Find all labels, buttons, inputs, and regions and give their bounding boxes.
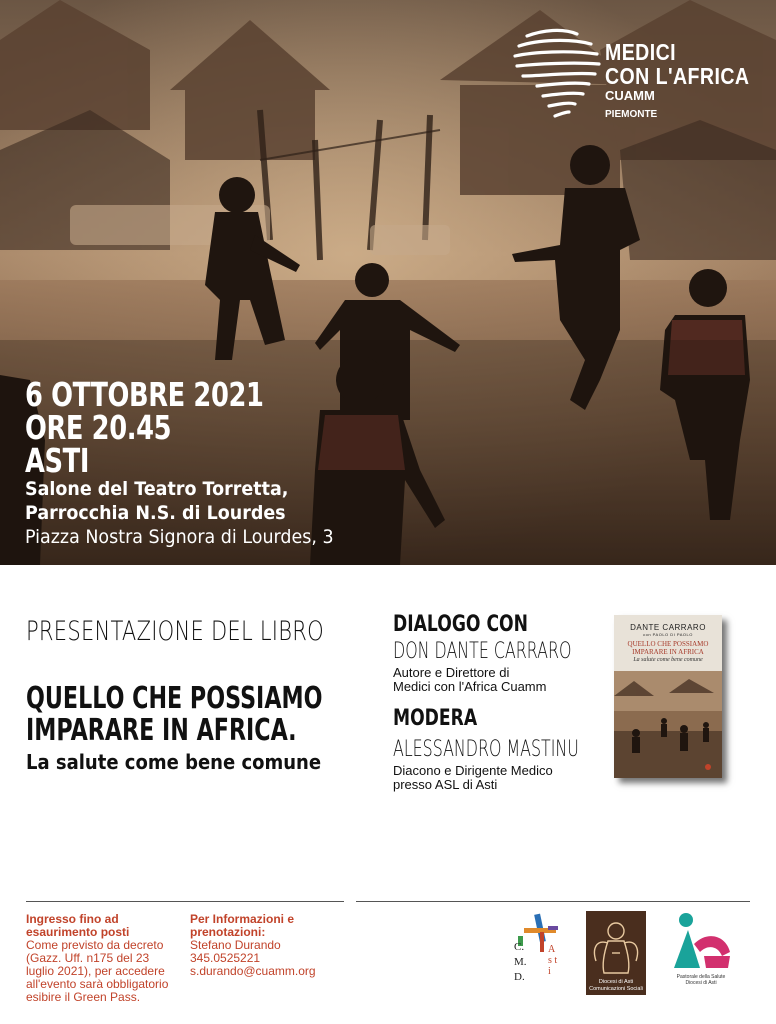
footer-divider-right [356,901,750,902]
book-subtitle: La salute come bene comune [26,750,322,774]
dialogo-role-1: Autore e Direttore di [393,665,510,680]
cuamm-logo [513,26,763,126]
pastorale-text-2: Diocesi di Asti [685,980,717,986]
entry-info [26,913,168,1004]
contact-info [190,913,316,978]
entry-title-1: Ingresso fino ad [26,912,119,926]
event-parish: Parrocchia N.S. di Lourdes [25,502,286,524]
diocesi-text-1: Diocesi di Asti [598,979,634,985]
logo-text [605,40,775,126]
book-cover-coauthor: con PAOLO DI PAOLO [643,632,693,637]
logo-line-piemonte: PIEMONTE [605,109,658,120]
dialogo-name: DON DANTE CARRARO [393,639,572,664]
entry-line-1: Come previsto da decreto [26,938,164,952]
diocesi-text-2: Comunicazioni Sociali [589,985,643,992]
entry-line-4: all'evento sarà obbligatorio [26,977,169,991]
book-cover-author: DANTE CARRARO [630,623,706,632]
credits [393,612,651,792]
footer-divider-left [26,901,344,902]
logo-line-medici: MEDICI [605,39,676,65]
modera-name: ALESSANDRO MASTINU [393,737,579,762]
diocesi-asti-logo [586,911,646,995]
africa-map-icon [513,26,601,122]
diocesi-text [586,979,646,992]
pastorale-text [664,974,738,986]
cmd-letter-m: M. [514,956,527,968]
entry-title-2: esaurimento posti [26,925,130,939]
book-title-line1: QUELLO CHE POSSIAMO [26,681,323,716]
event-details [25,375,360,549]
angel-figure-icon [586,913,646,979]
entry-line-3: luglio 2021), per accedere [26,964,165,978]
pastorale-figure-icon [664,910,738,974]
cmd-side-text: A s t i [548,944,558,977]
pastorale-salute-logo [664,910,738,990]
cmd-letter-c: C. [514,941,525,953]
logo-line-con-lafrica: CON L'AFRICA [605,63,750,89]
contact-name: Stefano Durando [190,938,281,952]
cmd-asti-logo [510,910,570,990]
entry-line-5: esibire il Green Pass. [26,990,141,1004]
book-cover-subtitle: La salute come bene comune [633,657,703,663]
contact-email[interactable]: s.durando@cuamm.org [190,964,316,978]
event-time: ORE 20.45 [25,408,172,447]
modera-role-2: presso ASL di Asti [393,777,498,792]
book-cover [614,615,722,778]
book-cover-header [614,615,722,671]
presentation-heading: PRESENTAZIONE DEL LIBRO [26,616,324,647]
contact-phone: 345.0525221 [190,951,261,965]
book-title-line2: IMPARARE IN AFRICA. [26,713,297,748]
entry-line-2: (Gazz. Uff. n175 del 23 [26,951,150,965]
info-title-2: prenotazioni: [190,925,266,939]
book-cover-title-2: IMPARARE IN AFRICA [632,648,704,656]
event-date: 6 OTTOBRE 2021 [25,375,264,414]
book-cover-photo [614,671,722,778]
event-address: Piazza Nostra Signora di Lourdes, 3 [25,526,334,548]
book-cover-title-1: QUELLO CHE POSSIAMO [627,640,709,648]
cmd-letters [514,940,527,985]
event-city: ASTI [25,441,90,480]
info-title-1: Per Informazioni e [190,912,295,926]
pastorale-text-1: Pastorale della Salute [676,974,726,980]
event-venue: Salone del Teatro Torretta, [25,478,289,500]
dialogo-role-2: Medici con l'Africa Cuamm [393,679,547,694]
dialogo-heading: DIALOGO CON [393,612,529,637]
book-title [26,683,322,747]
modera-role-1: Diacono e Dirigente Medico [393,763,553,778]
cmd-letter-d: D. [514,971,525,983]
modera-heading: MODERA [393,706,478,731]
logo-line-cuamm: CUAMM [605,88,655,103]
